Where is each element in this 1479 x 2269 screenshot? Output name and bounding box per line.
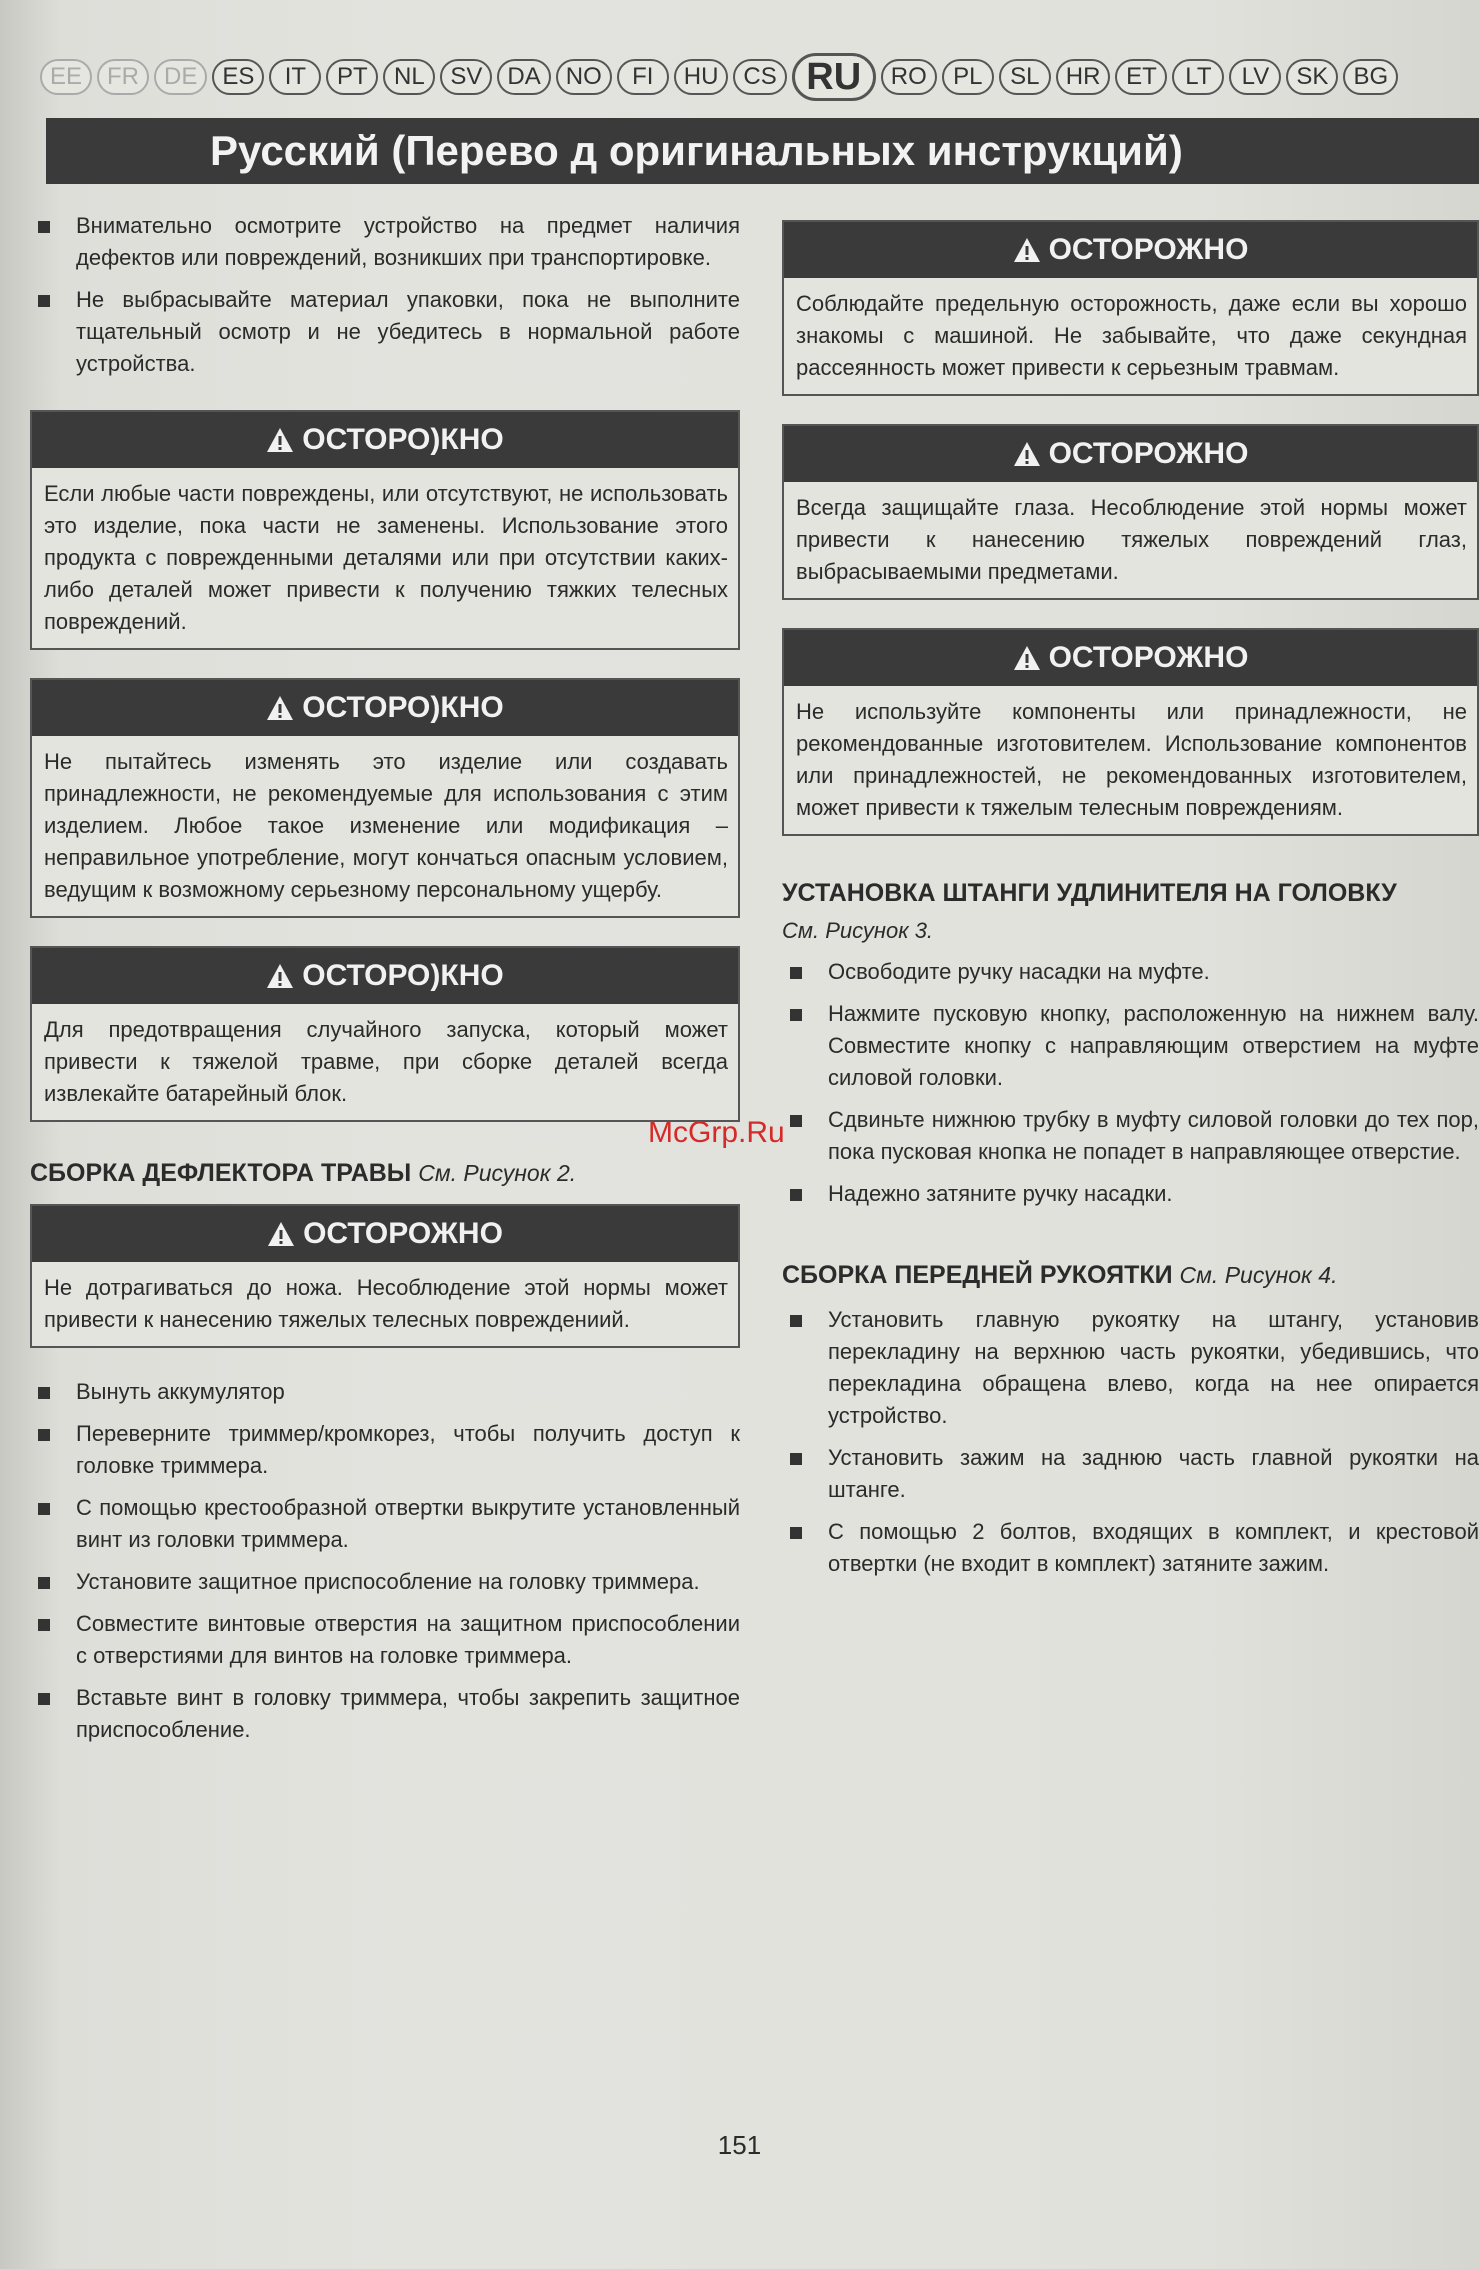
- warning-header: ОСТОРОЖНО: [784, 426, 1477, 482]
- warning-box: [782, 220, 1479, 396]
- bullet-icon: [790, 1453, 802, 1465]
- language-tab-bg: BG: [1343, 59, 1398, 95]
- language-tab-ru: RU: [792, 53, 876, 101]
- bullet-icon: [790, 1189, 802, 1201]
- warning-text: Не дотрагиваться до ножа. Несоблюдение этой нормы может привести к нанесению тяжелых телесных повреждениий.: [44, 1275, 728, 1332]
- warning-header: ОСТОРОЖНО: [32, 1206, 738, 1262]
- language-tab-fr: FR: [97, 59, 149, 95]
- warning-text: Соблюдайте предельную осторожность, даже если вы хорошо знакомы с машиной. Не забывайте, что даже секундная рассеянность может привести к серьезным травмам.: [796, 291, 1467, 380]
- list-item: Вставьте винт в головку триммера, чтобы закрепить защитное приспособление.: [30, 1682, 740, 1746]
- language-tab-hu: HU: [674, 59, 729, 95]
- language-tab-de: DE: [154, 59, 207, 95]
- warning-header: ОСТОРО)КНО: [32, 412, 738, 468]
- warning-box: [30, 1204, 740, 1348]
- warning-text: Всегда защищайте глаза. Несоблюдение этой нормы может привести к нанесению тяжелых повреждений глаз, выбрасываемыми предметами.: [796, 495, 1467, 584]
- list-item: Совместите винтовые отверстия на защитном приспособлении с отверстиями для винтов на головке триммера.: [30, 1608, 740, 1672]
- list-item: С помощью 2 болтов, входящих в комплект, и крестовой отвертки (не входит в комплект) затяните зажим.: [782, 1516, 1479, 1580]
- bullet-icon: [38, 1619, 50, 1631]
- bullet-icon: [38, 1429, 50, 1441]
- warning-box: [30, 946, 740, 1122]
- language-tab-fi: FI: [617, 59, 669, 95]
- language-tab-ee: EE: [40, 59, 92, 95]
- list-item: Переверните триммер/кромкорез, чтобы получить доступ к головке триммера.: [30, 1418, 740, 1482]
- list-item: Нажмите пусковую кнопку, расположенную на нижнем валу. Совместите кнопку с направляющим отверстием на муфте силовой головки.: [782, 998, 1479, 1094]
- list-item: Вынуть аккумулятор: [30, 1376, 740, 1408]
- warning-box: [30, 410, 740, 650]
- language-tab-sl: SL: [999, 59, 1051, 95]
- bullet-icon: [38, 295, 50, 307]
- list-item: Сдвиньте нижнюю трубку в муфту силовой головки до тех пор, пока пусковая кнопка не попадет в направляющее отверстие.: [782, 1104, 1479, 1168]
- list-item: Установите защитное приспособление на головку триммера.: [30, 1566, 740, 1598]
- bullet-icon: [790, 1527, 802, 1539]
- section-heading: СБОРКА ПЕРЕДНЕЙ РУКОЯТКИ См. Рисунок 4.: [782, 1261, 1338, 1289]
- language-tab-da: DA: [497, 59, 550, 95]
- bullet-icon: [790, 1009, 802, 1021]
- section-heading: УСТАНОВКА ШТАНГИ УДЛИНИТЕЛЯ НА ГОЛОВКУ: [782, 879, 1397, 907]
- language-tab-ro: RO: [881, 59, 937, 95]
- warning-box: [30, 678, 740, 918]
- language-tab-hr: HR: [1056, 59, 1111, 95]
- language-tab-no: NO: [556, 59, 612, 95]
- page-number: 151: [717, 2130, 762, 2160]
- warning-text: Если любые части повреждены, или отсутствуют, не использовать это изделие, пока части не заменены. Использование этого продукта с поврежденными деталями или при отсутствии каких-либо деталей может привести к получению тяжких телесных повреждений.: [44, 481, 728, 634]
- language-tab-nl: NL: [383, 59, 435, 95]
- warning-triangle-icon: [266, 695, 294, 721]
- language-tab-sk: SK: [1286, 59, 1338, 95]
- language-tab-es: ES: [212, 59, 264, 95]
- bullet-icon: [790, 967, 802, 979]
- warning-box: [782, 424, 1479, 600]
- warning-box: [782, 628, 1479, 836]
- list-item: Не выбрасывайте материал упаковки, пока не выполните тщательный осмотр и не убедитесь в нормальной работе устройства.: [30, 284, 740, 380]
- warning-header: ОСТОРОЖНО: [784, 630, 1477, 686]
- warning-triangle-icon: [266, 963, 294, 989]
- list-item: С помощью крестообразной отвертки выкрутите установленный винт из головки триммера.: [30, 1492, 740, 1556]
- language-tab-pl: PL: [942, 59, 994, 95]
- language-tab-cs: CS: [733, 59, 786, 95]
- watermark: McGrp.Ru: [648, 1116, 785, 1149]
- warning-triangle-icon: [266, 427, 294, 453]
- bullet-icon: [38, 1693, 50, 1705]
- bullet-icon: [38, 221, 50, 233]
- language-tab-lv: LV: [1229, 59, 1281, 95]
- language-tab-it: IT: [269, 59, 321, 95]
- language-tab-lt: LT: [1172, 59, 1224, 95]
- warning-text: Не пытайтесь изменять это изделие или создавать принадлежности, не рекомендуемые для использования с этим изделием. Любое такое изменение или модификация – неправильное употребление, могут кончаться опасным условием, ведущим к возможному серьезному персональному ущербу.: [44, 749, 728, 902]
- page-title: Русский (Перево д оригинальных инструкций): [46, 118, 1479, 184]
- list-item: Внимательно осмотрите устройство на предмет наличия дефектов или повреждений, возникших при транспортировке.: [30, 210, 740, 274]
- language-tab-et: ET: [1115, 59, 1167, 95]
- bullet-icon: [38, 1503, 50, 1515]
- warning-triangle-icon: [1013, 645, 1041, 671]
- language-tab-pt: PT: [326, 59, 378, 95]
- warning-header: ОСТОРО)КНО: [32, 680, 738, 736]
- warning-text: Для предотвращения случайного запуска, который может привести к тяжелой травме, при сборке деталей всегда извлекайте батарейный блок.: [44, 1017, 728, 1106]
- warning-text: Не используйте компоненты или принадлежности, не рекомендованные изготовителем. Использование компонентов или принадлежностей, не рекомендованных изготовителем, может привести к тяжелым телесным повреждениям.: [796, 699, 1467, 820]
- figure-reference: См. Рисунок 3.: [782, 918, 934, 943]
- warning-triangle-icon: [1013, 441, 1041, 467]
- list-item: Установить главную рукоятку на штангу, установив перекладину на верхнюю часть рукоятки, убедившись, что перекладина обращена влево, когда на нее опирается устройство.: [782, 1304, 1479, 1432]
- language-tabs: [40, 52, 1479, 102]
- list-item: Надежно затяните ручку насадки.: [782, 1178, 1479, 1210]
- bullet-icon: [790, 1115, 802, 1127]
- right-column: [782, 220, 1479, 1590]
- language-tab-sv: SV: [440, 59, 492, 95]
- left-column: [30, 210, 740, 1756]
- list-item: Освободите ручку насадки на муфте.: [782, 956, 1479, 988]
- warning-triangle-icon: [1013, 237, 1041, 263]
- warning-header: ОСТОРО)КНО: [32, 948, 738, 1004]
- warning-header: ОСТОРОЖНО: [784, 222, 1477, 278]
- list-item: Установить зажим на заднюю часть главной рукоятки на штанге.: [782, 1442, 1479, 1506]
- bullet-icon: [38, 1387, 50, 1399]
- warning-triangle-icon: [267, 1221, 295, 1247]
- bullet-icon: [790, 1315, 802, 1327]
- bullet-icon: [38, 1577, 50, 1589]
- section-heading: СБОРКА ДЕФЛЕКТОРА ТРАВЫ См. Рисунок 2.: [30, 1159, 577, 1187]
